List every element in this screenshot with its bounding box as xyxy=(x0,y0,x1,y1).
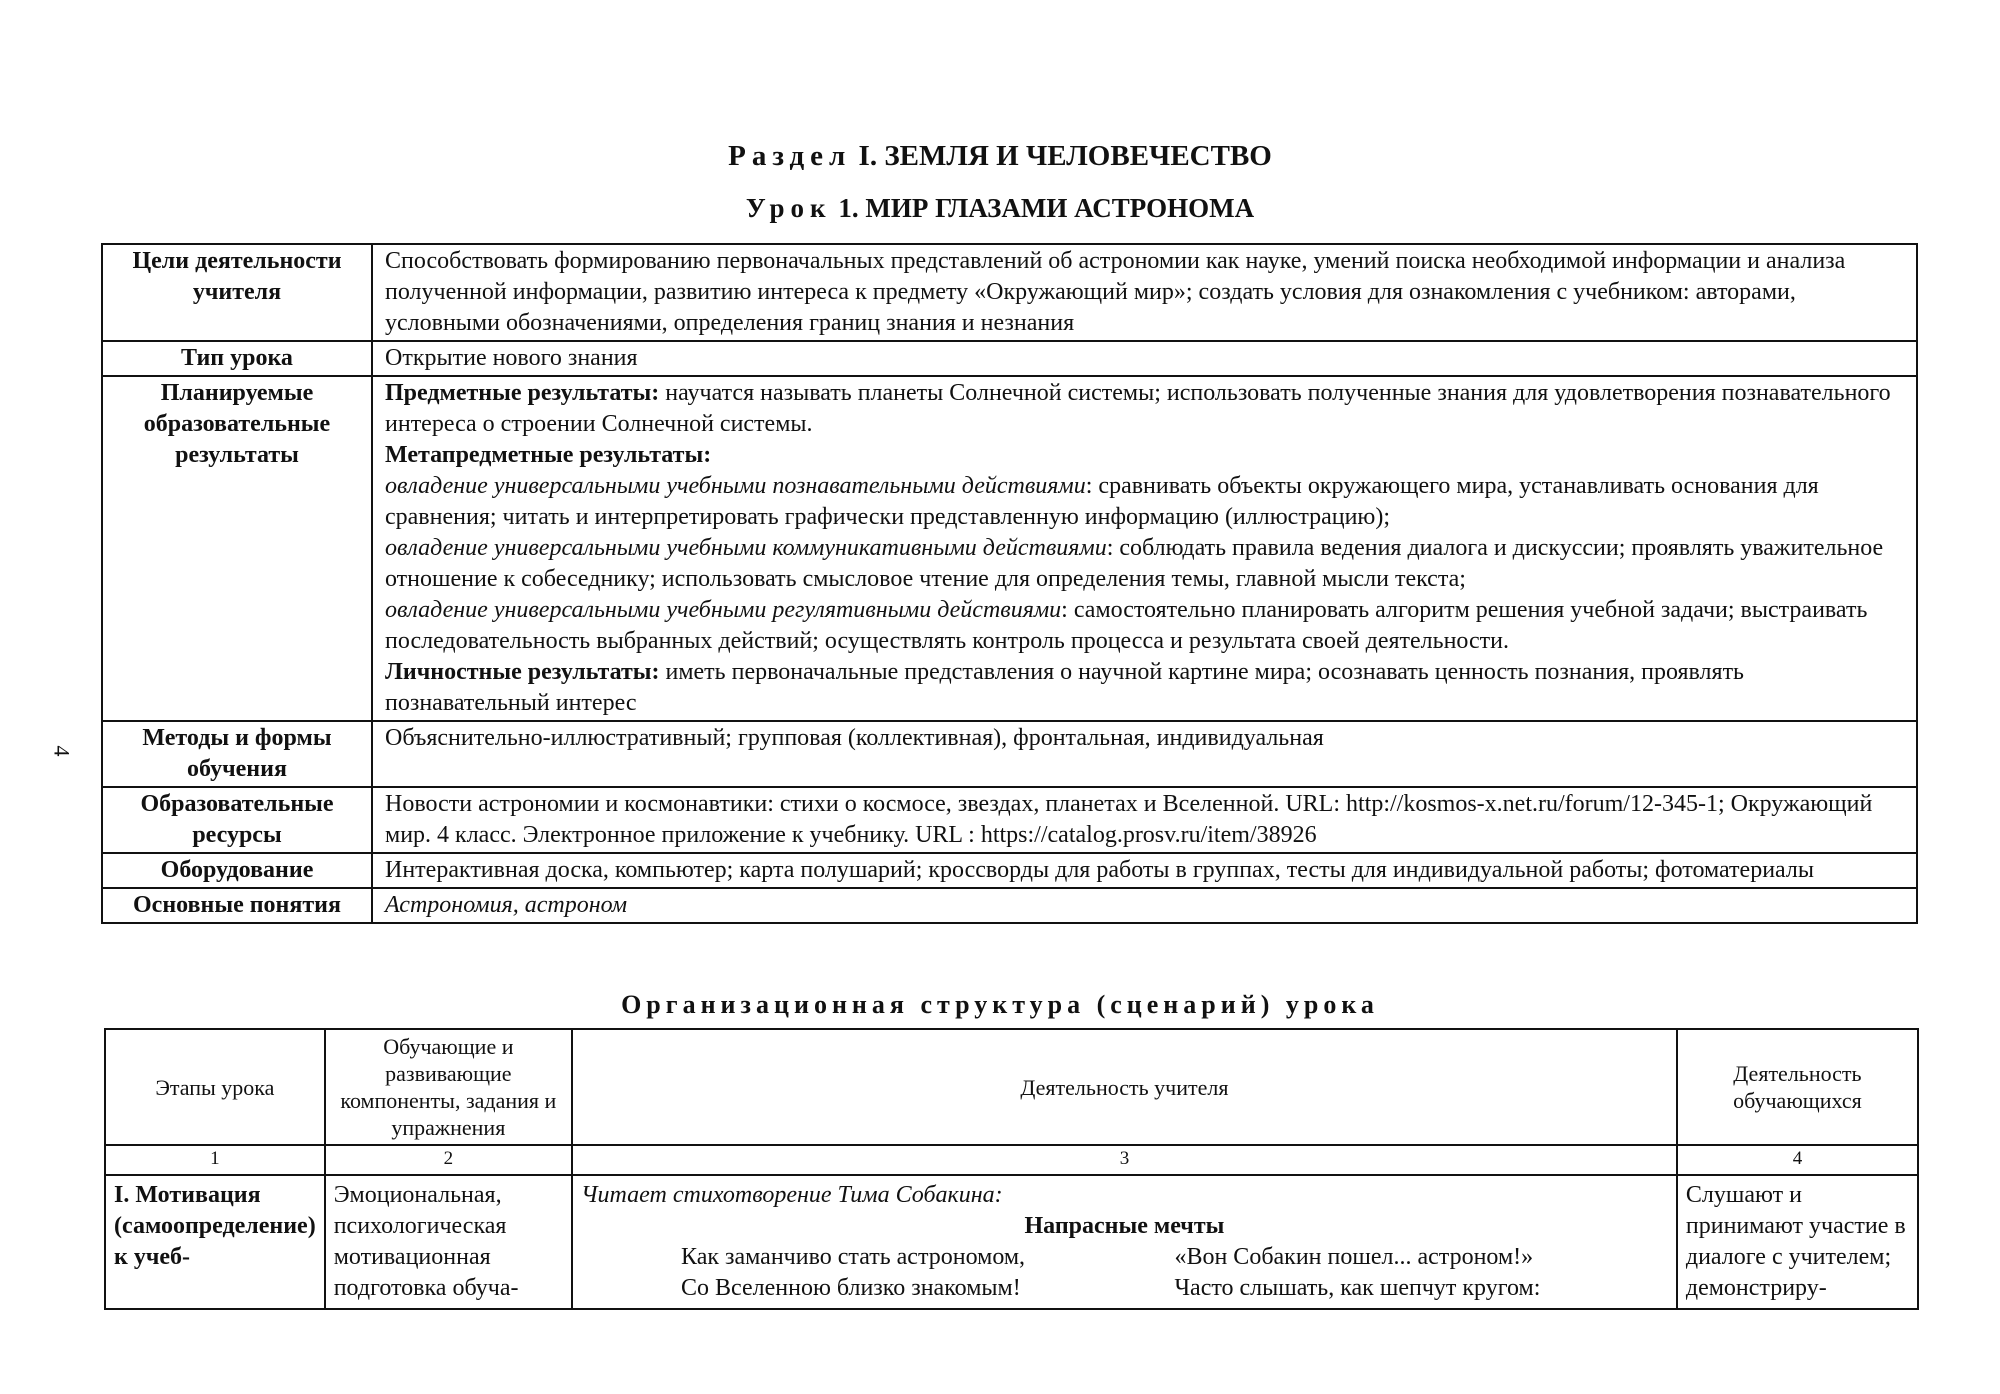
stage-cell: I. Мотивация (самоопределение) к учеб- xyxy=(105,1175,325,1309)
table-row xyxy=(105,1175,1918,1309)
components-cell: Эмоциональная, психологическая мотивационная подготовка обуча- xyxy=(325,1175,572,1309)
table-row xyxy=(102,244,1917,341)
poem-title: Напрасные мечты xyxy=(1024,1213,1225,1239)
goals-text: Способствовать формированию первоначальных представлений об астрономии как науке, умений поиска необходимой информации и анализа полученной информации, развитию интереса к предмету «Окружающий мир»; создать условия для ознакомления с учебником: авторами, условными обозначениями, определения границ знания и незнания xyxy=(372,244,1917,341)
column-header: Деятельность учителя xyxy=(572,1029,1677,1145)
resources-text: Новости астрономии и космонавтики: стихи о космосе, звездах, планетах и Вселенной. URL: http://kosmos-x.net.ru/forum/12-345-1; Окружающий мир. 4 класс. Электронное приложение к учебнику. URL : https://catalog.prosv.ru/item/38926 xyxy=(372,787,1917,853)
meta-regulative xyxy=(385,595,1906,657)
meta-cognitive xyxy=(385,471,1906,533)
lesson-prefix: Урок xyxy=(745,193,832,223)
methods-label: Методы и формы обучения xyxy=(102,721,372,787)
teacher-intro: Читает стихотворение Тима Собакина: xyxy=(581,1182,1003,1208)
poem-line: «Вон Собакин пошел... астроном!» xyxy=(1174,1244,1534,1270)
subject-results-text: научатся называть планеты Солнечной системы; использовать полученные знания для удовлетворения познавательного интереса о строении Солнечной системы. xyxy=(385,380,1891,437)
poem-line: Как заманчиво стать астрономом, xyxy=(681,1244,1026,1270)
section-title xyxy=(0,140,2000,173)
lesson-info-table xyxy=(101,243,1918,924)
subject-results-label: Предметные результаты: xyxy=(385,380,660,406)
type-label: Тип урока xyxy=(102,341,372,376)
personal-results-text: иметь первоначальные представления о научной картине мира; осознавать ценность познания, проявлять познавательный интерес xyxy=(385,659,1744,716)
section-name: I. ЗЕМЛЯ И ЧЕЛОВЕЧЕСТВО xyxy=(858,140,1272,172)
page-number: 4 xyxy=(49,745,75,757)
column-number: 1 xyxy=(105,1145,325,1175)
table-row xyxy=(102,721,1917,787)
results-label: Планируемые образовательные результаты xyxy=(102,376,372,721)
concepts-text: Астрономия, астроном xyxy=(372,888,1917,923)
concepts-label: Основные понятия xyxy=(102,888,372,923)
type-text: Открытие нового знания xyxy=(372,341,1917,376)
lesson-title xyxy=(0,193,2000,224)
goals-label: Цели деятельности учителя xyxy=(102,244,372,341)
poem xyxy=(581,1242,1668,1304)
personal-results-label: Личностные результаты: xyxy=(385,659,660,685)
column-number: 4 xyxy=(1677,1145,1918,1175)
poem-line: Со Вселенною близко знакомым! xyxy=(681,1275,1021,1301)
meta-cognitive-text: : сравнивать объекты окружающего мира, устанавливать основания для сравнения; читать и интерпретировать графически представленную информацию (иллюстрацию); xyxy=(385,473,1819,530)
table-row xyxy=(102,888,1917,923)
column-number: 3 xyxy=(572,1145,1677,1175)
table-row xyxy=(102,787,1917,853)
lesson-name: 1. МИР ГЛАЗАМИ АСТРОНОМА xyxy=(838,193,1255,223)
teacher-activity-cell xyxy=(572,1175,1677,1309)
students-activity-cell: Слушают и принимают участие в диалоге с учителем; демонстриру- xyxy=(1677,1175,1918,1309)
table-header-row xyxy=(105,1029,1918,1145)
methods-text: Объяснительно-иллюстративный; групповая (коллективная), фронтальная, индивидуальная xyxy=(372,721,1917,787)
section-prefix: Раздел xyxy=(728,140,852,172)
equipment-label: Оборудование xyxy=(102,853,372,888)
meta-communicative-text: : соблюдать правила ведения диалога и дискуссии; проявлять уважительное отношение к собеседнику; использовать смысловое чтение для определения темы, главной мысли текста; xyxy=(385,535,1884,592)
meta-regulative-label: овладение универсальными учебными регулятивными действиями xyxy=(385,597,1062,623)
meta-results-label: Метапредметные результаты: xyxy=(385,442,712,468)
structure-title: Организационная структура (сценарий) урока xyxy=(621,990,1379,1019)
meta-regulative-text: : самостоятельно планировать алгоритм решения учебной задачи; выстраивать последовательность выбранных действий; осуществлять контроль процесса и результата своей деятельности. xyxy=(385,597,1868,654)
meta-communicative-label: овладение универсальными учебными коммуникативными действиями xyxy=(385,535,1107,561)
resources-label: Образовательные ресурсы xyxy=(102,787,372,853)
poem-column-left xyxy=(581,1242,1174,1304)
table-row xyxy=(102,376,1917,721)
column-header: Этапы урока xyxy=(105,1029,325,1145)
personal-results xyxy=(385,657,1906,719)
table-row xyxy=(102,853,1917,888)
column-header: Деятельность обучающихся xyxy=(1677,1029,1918,1145)
results-cell xyxy=(372,376,1917,721)
meta-cognitive-label: овладение универсальными учебными познавательными действиями xyxy=(385,473,1086,499)
meta-communicative xyxy=(385,533,1906,595)
column-header: Обучающие и развивающие компоненты, задания и упражнения xyxy=(325,1029,572,1145)
lesson-structure-table xyxy=(104,1028,1919,1310)
poem-line: Часто слышать, как шепчут кругом: xyxy=(1174,1275,1541,1301)
poem-column-right xyxy=(1174,1242,1667,1304)
table-row xyxy=(102,341,1917,376)
subject-results xyxy=(385,378,1906,440)
column-number-row xyxy=(105,1145,1918,1175)
column-number: 2 xyxy=(325,1145,572,1175)
equipment-text: Интерактивная доска, компьютер; карта полушарий; кроссворды для работы в группах, тесты для индивидуальной работы; фотоматериалы xyxy=(372,853,1917,888)
